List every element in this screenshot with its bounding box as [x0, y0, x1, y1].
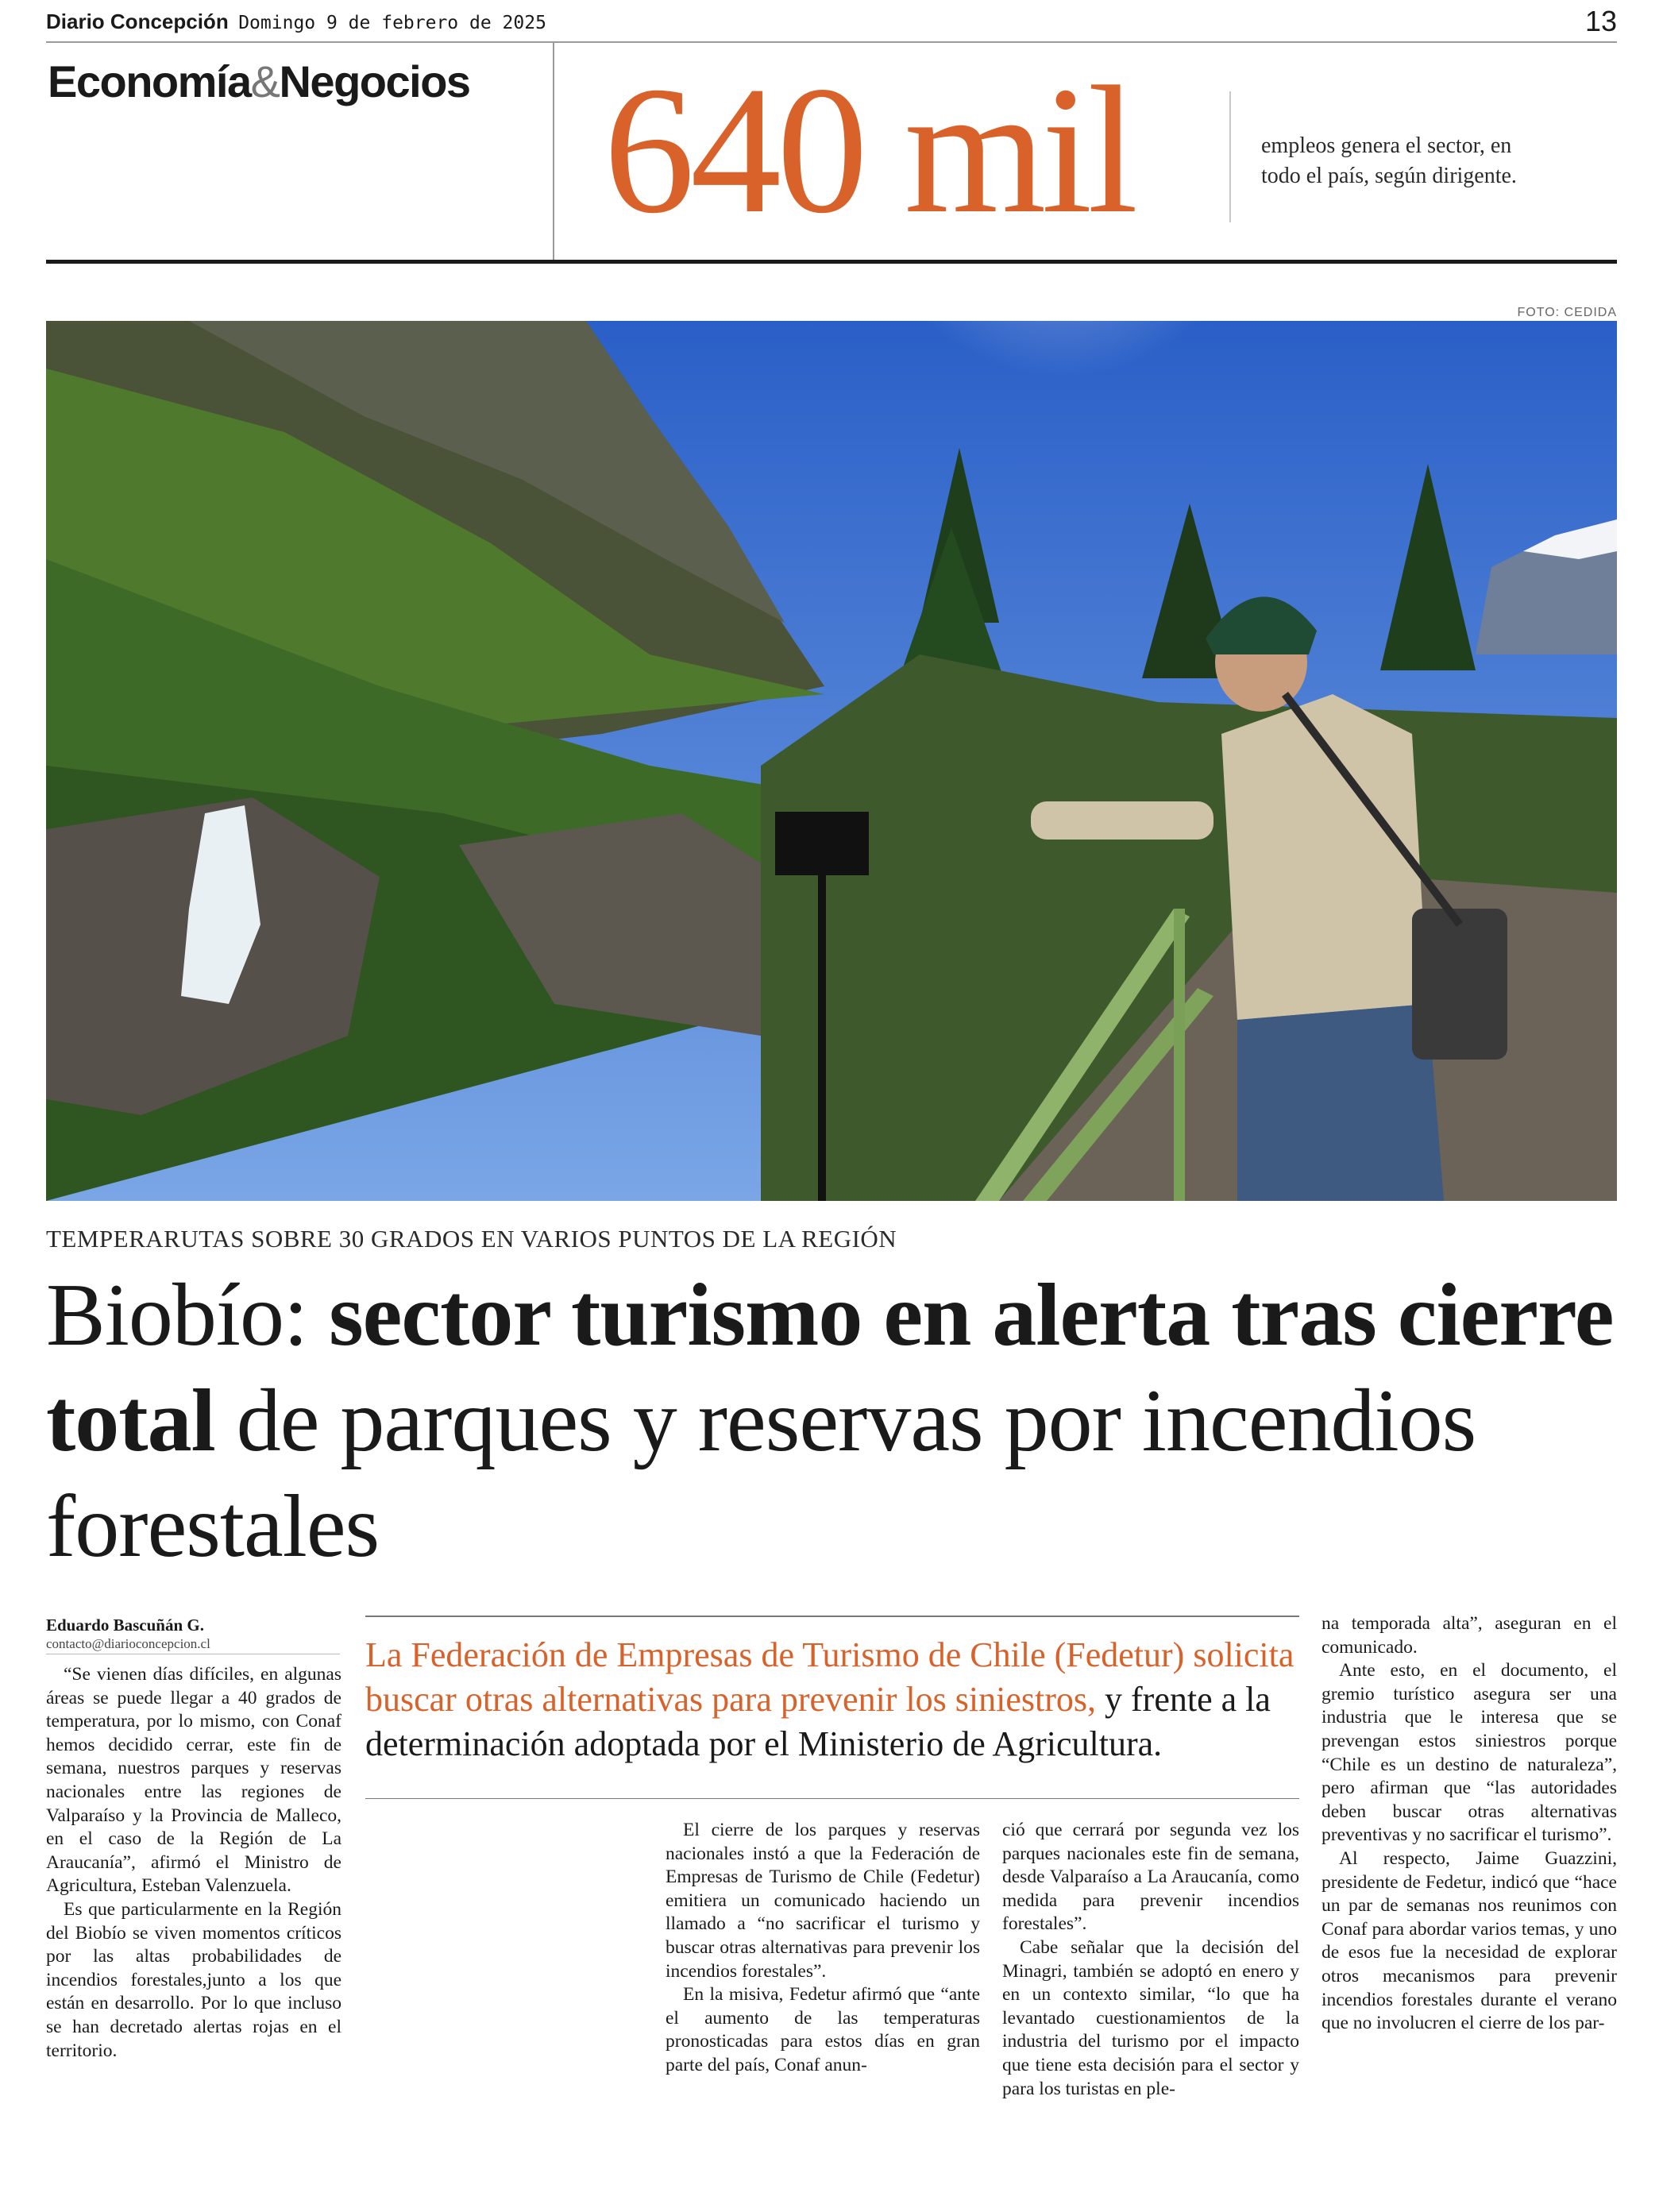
issue-date: Domingo 9 de febrero de 2025: [238, 13, 546, 33]
article-headline: [46, 1263, 1626, 1580]
highlight-divider: [1229, 91, 1231, 222]
section-title: [48, 56, 470, 107]
paragraph: “Se vienen días difíciles, en algunas áreas se puede llegar a 40 grados de temperatura, por lo mismo, con Conaf hemos decidido cerrar, este fin de semana, nuestros parques y reservas nacionales entre las regiones de Valparaíso y la Provincia de Malleco, en el caso de la Región de La Araucanía”, afirmó el Ministro de Agricultura, Esteban Valenzuela.: [46, 1664, 341, 1897]
article-lead: [365, 1633, 1299, 1766]
article-photo: [46, 321, 1617, 1201]
paragraph: Es que particularmente en la Región del Biobío se viven momentos críticos por las altas probabilidades de incendios forestales,junto a los que están en desarrollo. Por lo que incluso se han decretado alertas rojas en el territorio.: [46, 1898, 341, 2061]
paragraph: ció que cerrará por segunda vez los parques nacionales este fin de semana, desde Valparaíso a La Araucanía, como medida para prevenir incendios forestales”.: [1002, 1820, 1299, 1935]
body-column-1: [46, 1663, 341, 2063]
lead-accent: La Federación de Empresas de Turismo de Chile (Fedetur) solicita buscar otras alternativas para prevenir los siniestros,: [365, 1635, 1295, 1719]
body-column-2: [666, 1819, 980, 2078]
section-title-amp: &: [250, 56, 280, 106]
lead-rule-top: [365, 1616, 1299, 1617]
paragraph: Cabe señalar que la decisión del Minagri, también se adoptó en enero y en un contexto similar, “lo que ha levantado cuestionamientos de la industria del turismo por el impacto que tiene esta decisión para el sector y para los turistas en ple-: [1002, 1936, 1299, 2099]
author-name: Eduardo Bascuñán G.: [46, 1616, 204, 1635]
section-title-part2: Negocios: [279, 56, 470, 106]
highlight-number: 640 mil: [604, 48, 1134, 251]
paper-name: Diario Concepción: [46, 10, 229, 33]
headline-part-3: de parques y reservas por incendios forestales: [46, 1372, 1476, 1576]
photo-credit: FOTO: CEDIDA: [1517, 306, 1617, 319]
body-column-4: [1322, 1612, 1617, 2036]
paragraph: En la misiva, Fedetur afirmó que “ante el aumento de las temperaturas pronosticadas para estos días en gran parte del país, Conaf anun-: [666, 1984, 980, 2075]
headline-part-2: sector turismo en alerta tras cierre total: [46, 1266, 1614, 1470]
body-column-3: [1002, 1819, 1299, 2101]
page-number: 13: [1584, 5, 1617, 37]
header-divider: [553, 43, 554, 260]
paragraph: na temporada alta”, aseguran en el comunicado.: [1322, 1613, 1617, 1658]
paragraph: Al respecto, Jaime Guazzini, presidente de Fedetur, indicó que “hace un par de semanas nos reunimos con Conaf para abordar varios temas, y uno de esos fue la necesidad de explorar otros mecanismos para prevenir incendios forestales durante el verano que no involucren el cierre de los par-: [1322, 1847, 1617, 2034]
masthead: [46, 10, 546, 34]
section-title-part1: Economía: [48, 56, 251, 106]
lead-rule-bottom: [365, 1798, 1299, 1799]
lead-rest: y frente a la determinación adoptada por el Ministerio de Agricultura.: [365, 1680, 1271, 1763]
highlight-description: empleos genera el sector, en todo el país, según dirigente.: [1261, 133, 1517, 188]
paragraph: Ante esto, en el documento, el gremio turístico asegura ser una industria que le interesa que se prevengan estos siniestros porque “Chile es un destino de naturaleza”, pero afirman que “las autoridades deben buscar otras alternativas preventivas y no sacrificar el turismo”.: [1322, 1660, 1617, 1846]
author-email[interactable]: contacto@diarioconcepcion.cl: [46, 1636, 210, 1651]
headline-part-1: Biobío:: [46, 1266, 330, 1365]
article-kicker: TEMPERARUTAS SOBRE 30 GRADOS EN VARIOS PUNTOS DE LA REGIÓN: [46, 1225, 897, 1253]
paragraph: El cierre de los parques y reservas nacionales instó a que la Federación de Empresas de Turismo de Chile (Fedetur) emitiera un comunicado haciendo un llamado a “no sacrificar el turismo y buscar otras alternativas para prevenir los incendios forestales”.: [666, 1820, 980, 1982]
